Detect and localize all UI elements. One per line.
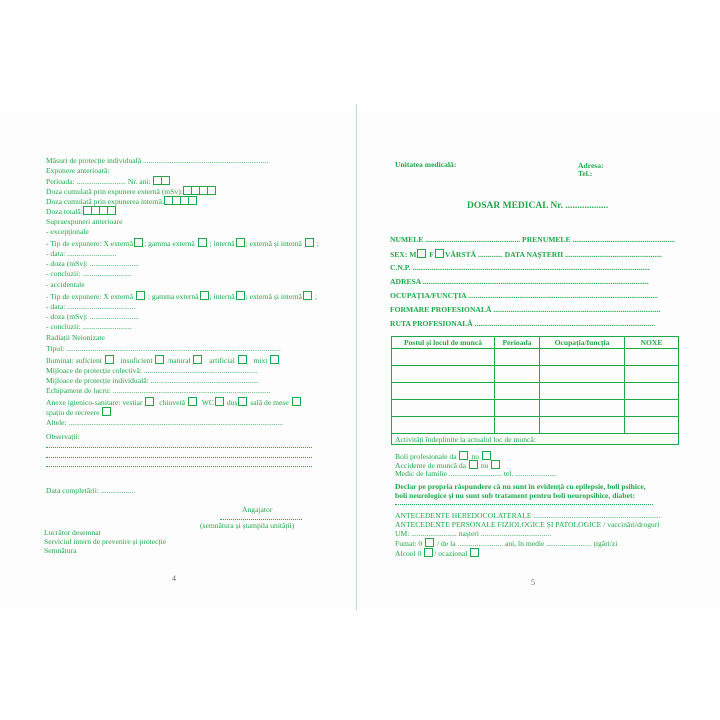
supraexpuneri-heading: Supraexpuneri anterioare bbox=[46, 217, 123, 226]
x-externa-checkbox[interactable] bbox=[134, 238, 143, 247]
fumat-label: Fumat: 0 bbox=[395, 539, 423, 548]
data-completarii: Data completării: .................. bbox=[46, 486, 135, 495]
table-row[interactable] bbox=[392, 383, 679, 400]
nr-ani-boxes[interactable] bbox=[153, 176, 170, 185]
sala-label: sală de mese bbox=[250, 398, 289, 407]
separator: ; bbox=[314, 292, 317, 301]
x-externa-label: - Tip de expunere: X externă bbox=[46, 239, 134, 248]
chiuveta-checkbox[interactable] bbox=[188, 397, 197, 406]
mijloace-individuala: Mijloace de protecție individuală: ......................................................... bbox=[46, 376, 259, 385]
gutter-line bbox=[356, 104, 357, 610]
externa-interna-label: ; externă și internă bbox=[245, 239, 302, 248]
tipul-line: Tipul: ................................................................................................................. bbox=[46, 344, 281, 353]
accidente-nu-label: nu bbox=[480, 461, 489, 470]
um-nasteri-line[interactable]: UM: ........................ nașteri ..................................... bbox=[395, 529, 552, 538]
serviciu-label: Serviciul intern de prevenire și protecție bbox=[44, 537, 167, 546]
table-footer-row[interactable] bbox=[392, 434, 679, 445]
accidente-da-label: Accidente de muncă da bbox=[395, 461, 467, 470]
declaratie-line-2: boli neurologice și nu sunt sub tratament pentru boli neuropsihice, diabet: bbox=[395, 491, 636, 500]
antecedente-personale: ANTECEDENTE PERSONALE FIZIOLOGICE ȘI PATOLOGICE / vaccinări/droguri bbox=[395, 520, 660, 529]
altele-line: Altele: ................................................................................................................. bbox=[46, 418, 284, 427]
gamma-label: ; gamma externă bbox=[144, 239, 195, 248]
sex-f-checkbox[interactable] bbox=[435, 249, 444, 258]
semnatura-label: Semnătura bbox=[44, 546, 77, 555]
vestiar-label: Anexe igienico-sanitare: vestiar bbox=[46, 398, 143, 407]
table-row[interactable] bbox=[392, 417, 679, 434]
col-postul: Postul și locul de muncă bbox=[392, 337, 495, 349]
doza-externa-boxes[interactable] bbox=[183, 186, 216, 195]
iluminat-line bbox=[46, 355, 280, 365]
data-1: - data: .......................... bbox=[46, 249, 117, 258]
tip-expunere-2 bbox=[46, 291, 317, 301]
mixt-checkbox[interactable] bbox=[270, 355, 279, 364]
declaratie-line-1: Declar pe propria răspundere că nu sunt în evidență cu epilepsie, boli psihice, bbox=[395, 482, 646, 491]
doza-externa-label: Doza cumulată prin expunere externă (mSv): bbox=[46, 187, 183, 196]
natural-label: /natural bbox=[167, 356, 191, 365]
interna-checkbox[interactable] bbox=[236, 238, 245, 247]
accidentale-label: - accidentale bbox=[46, 280, 85, 289]
tel-label: Tel.: bbox=[578, 169, 593, 178]
observatii-line-3[interactable] bbox=[46, 466, 312, 467]
unitatea-label: Unitatea medicală: bbox=[395, 160, 457, 169]
doza-totala-line bbox=[46, 206, 116, 216]
gamma-checkbox[interactable] bbox=[198, 238, 207, 247]
antecedente-heredo[interactable]: ANTECEDENTE HEREDOCOLATERALE ................................................................... bbox=[395, 511, 661, 520]
suficient-label: Iluminat: suficient bbox=[46, 356, 102, 365]
ocazional-checkbox[interactable] bbox=[470, 548, 479, 557]
doza-interna-line bbox=[46, 196, 197, 206]
page-number: 5 bbox=[531, 578, 535, 587]
doza-interna-boxes[interactable] bbox=[164, 196, 197, 205]
adresa-line[interactable]: ADRESA ....................................................................................................................... bbox=[390, 277, 649, 286]
wc-label: WC bbox=[201, 398, 214, 407]
col-noxe: NOXE bbox=[625, 337, 679, 349]
adresa-label: Adresa: bbox=[578, 161, 604, 170]
ruta-line[interactable]: RUTA PROFESIONALĂ ............................................................................................... bbox=[390, 319, 656, 328]
interna-label: ; internă bbox=[209, 239, 235, 248]
boli-da-checkbox[interactable] bbox=[459, 451, 468, 460]
interna-checkbox[interactable] bbox=[236, 291, 245, 300]
fumat-line bbox=[395, 538, 617, 548]
declaratie-fill-line[interactable] bbox=[395, 504, 653, 505]
document-title: DOSAR MEDICAL Nr. .................. bbox=[467, 201, 609, 211]
dus-checkbox[interactable] bbox=[238, 397, 247, 406]
cnp-line[interactable]: C.N.P. ............................................................................................................................. bbox=[390, 263, 650, 272]
separator: ; bbox=[316, 239, 319, 248]
angajator-signature-line[interactable] bbox=[220, 519, 302, 520]
insuficient-checkbox[interactable] bbox=[155, 355, 164, 364]
fumat-0-checkbox[interactable] bbox=[425, 538, 434, 547]
col-perioada: Perioada bbox=[495, 337, 540, 349]
x-externa-label: - Tip de expunere: X externă bbox=[46, 292, 134, 301]
chiuveta-label: chiuvetă bbox=[159, 398, 186, 407]
perioada-label: Perioada: .......................... Nr. ani: bbox=[46, 177, 151, 186]
table-row[interactable] bbox=[392, 400, 679, 417]
sex-line bbox=[390, 249, 662, 259]
work-history-table bbox=[391, 336, 679, 445]
col-ocupatia: Ocupația/funcția bbox=[540, 337, 625, 349]
artificial-checkbox[interactable] bbox=[238, 355, 247, 364]
dus-label: duș bbox=[226, 398, 238, 407]
gamma-checkbox[interactable] bbox=[200, 291, 209, 300]
doza-interna-label: Doza cumulată prin expunerea internă: bbox=[46, 197, 165, 206]
table-row[interactable] bbox=[392, 366, 679, 383]
radiatii-heading: Radiații Neionizate bbox=[46, 333, 105, 342]
boli-nu-checkbox[interactable] bbox=[482, 451, 491, 460]
accidente-nu-checkbox[interactable] bbox=[491, 460, 500, 469]
alcool-0-checkbox[interactable] bbox=[424, 548, 433, 557]
alcool-line bbox=[395, 548, 480, 558]
spatiu-checkbox[interactable] bbox=[102, 407, 111, 416]
lucrator-label: Lucrător desemnat bbox=[44, 528, 101, 537]
booklet-spread bbox=[0, 110, 720, 610]
semnatura-stampila: (semnătura și ștampila unității) bbox=[200, 521, 295, 530]
gamma-label: ; gamma externă bbox=[147, 292, 199, 301]
artificial-label: artificial bbox=[209, 356, 235, 365]
formare-line[interactable]: FORMARE PROFESIONALĂ ........................................................................................ bbox=[390, 305, 661, 314]
insuficient-label: insuficient bbox=[120, 356, 153, 365]
doza-1: - doza (mSv): .......................... bbox=[46, 259, 140, 268]
table-header-row bbox=[392, 337, 679, 349]
expunere-heading: Expunere anterioară: bbox=[46, 166, 110, 175]
alcool-label: Alcool 0 bbox=[395, 549, 422, 558]
ocupatia-line[interactable]: OCUPAȚIA/FUNCȚIA .................................................................................................... bbox=[390, 291, 658, 300]
data-2: - data: .................................... bbox=[46, 302, 136, 311]
sex-m-label: SEX: M bbox=[390, 250, 417, 259]
perioada-line bbox=[46, 176, 170, 186]
doza-externa-line bbox=[46, 186, 216, 196]
sex-m-checkbox[interactable] bbox=[417, 249, 426, 258]
suficient-checkbox[interactable] bbox=[105, 355, 114, 364]
tip-expunere-1 bbox=[46, 238, 319, 248]
vestiar-checkbox[interactable] bbox=[145, 397, 154, 406]
fumat-details[interactable]: / de la ........................ ani, în medie ........................ țigări/zi bbox=[437, 539, 618, 548]
spatiu-label: spațiu de recreere bbox=[46, 408, 100, 417]
doza-totala-label: Doza totală: bbox=[46, 207, 83, 216]
sala-checkbox[interactable] bbox=[292, 397, 301, 406]
numele-line[interactable]: NUMELE .................................................. PRENUMELE ...................................................... bbox=[390, 235, 675, 244]
varsta-data-nasterii[interactable]: VÂRSTĂ ............. DATA NAȘTERII ................................................... bbox=[444, 250, 662, 259]
spatiu-line bbox=[46, 407, 112, 417]
echipament-line: Echipament de lucru: ................................................................................... bbox=[46, 386, 271, 395]
observatii-label: Observații: bbox=[46, 432, 80, 441]
observatii-line-2[interactable] bbox=[46, 457, 312, 458]
doza-2: - doza (mSv): .......................... bbox=[46, 312, 140, 321]
observatii-line-1[interactable] bbox=[46, 447, 312, 448]
boli-da-label: Boli profesionale da bbox=[395, 452, 457, 461]
angajator-label: Angajator bbox=[242, 505, 273, 514]
externa-interna-checkbox[interactable] bbox=[303, 291, 312, 300]
boli-nu-label: nu bbox=[471, 452, 479, 461]
sex-f-label: F bbox=[429, 250, 434, 259]
interna-label: ; internă bbox=[209, 292, 235, 301]
mijloace-colectiva: Mijloace de protecție colectivă: ............................................................ bbox=[46, 366, 258, 375]
x-externa-checkbox[interactable] bbox=[136, 291, 145, 300]
concluzii-2: - concluzii: .......................... bbox=[46, 322, 132, 331]
externa-interna-checkbox[interactable] bbox=[305, 238, 314, 247]
anexe-line bbox=[46, 397, 302, 407]
concluzii-1: - concluzii: .......................... bbox=[46, 269, 132, 278]
activitati-label: Activități îndeplinite la actualul loc de muncă: bbox=[392, 434, 679, 445]
exceptionale-label: - excepționale bbox=[46, 227, 89, 236]
mixt-label: mixt bbox=[253, 356, 268, 365]
externa-interna-label: ; externă și internă bbox=[245, 292, 302, 301]
doza-totala-boxes[interactable] bbox=[83, 206, 116, 215]
ocazional-label: / ocazional bbox=[434, 549, 468, 558]
natural-checkbox[interactable] bbox=[193, 355, 202, 364]
page-number: 4 bbox=[172, 574, 176, 583]
table-row[interactable] bbox=[392, 349, 679, 366]
masuri-line: Măsuri de protecție individuală .................................................................. bbox=[46, 156, 269, 165]
medic-familie-line[interactable]: Medic de familie ............................ tel. ...................... bbox=[395, 469, 557, 478]
accidente-da-checkbox[interactable] bbox=[469, 460, 478, 469]
wc-checkbox[interactable] bbox=[215, 397, 224, 406]
